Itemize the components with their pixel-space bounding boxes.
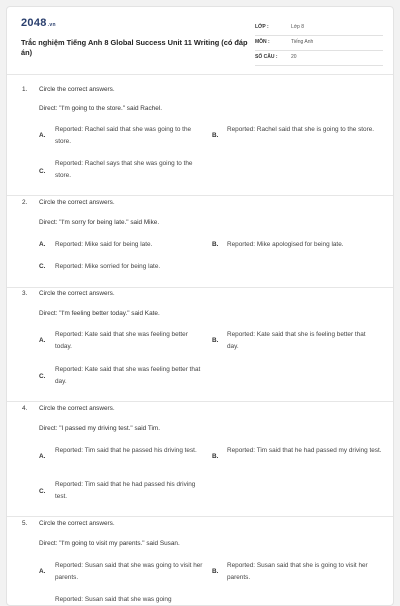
option-letter: A. xyxy=(39,337,46,344)
meta-label: LỚP : xyxy=(255,24,269,30)
question-prompt: Circle the correct answers. xyxy=(39,86,115,93)
option-letter: B. xyxy=(212,132,219,139)
question-divider xyxy=(7,401,394,402)
site-logo[interactable] xyxy=(21,17,56,29)
option-letter: A. xyxy=(39,453,46,460)
option-b[interactable]: Reported: Tim said that he had passed my driving test. xyxy=(227,447,382,454)
worksheet-page xyxy=(6,6,394,606)
option-c[interactable]: Reported: Mike sorried for being late. xyxy=(55,263,161,270)
question-number: 5. xyxy=(22,520,28,527)
question-number: 3. xyxy=(22,290,28,297)
option-letter: C. xyxy=(39,373,46,380)
option-a[interactable]: Reported: Kate said that she was feeling better today. xyxy=(55,331,188,350)
option-a[interactable]: Reported: Rachel said that she was going to the store. xyxy=(55,126,192,145)
option-letter: C. xyxy=(39,168,46,175)
direct-speech: Direct: "I'm feeling better today." said Kate. xyxy=(39,310,160,317)
option-letter: B. xyxy=(212,241,219,248)
logo-main: 2048 xyxy=(21,17,47,29)
meta-value: Tiếng Anh xyxy=(291,39,314,45)
option-letter: C. xyxy=(39,263,46,270)
option-c[interactable]: Reported: Susan said that she was going xyxy=(55,596,172,603)
page-title: Trắc nghiệm Tiếng Anh 8 Global Success Unit 11 Writing (có đáp án) xyxy=(21,38,248,57)
option-letter: B. xyxy=(212,453,219,460)
direct-speech: Direct: "I passed my driving test." said Tim. xyxy=(39,425,161,432)
question-prompt: Circle the correct answers. xyxy=(39,290,115,297)
meta-row-class xyxy=(255,21,383,36)
direct-speech: Direct: "I'm going to visit my parents." said Susan. xyxy=(39,540,180,547)
logo-sub: .vn xyxy=(47,22,56,28)
question-number: 1. xyxy=(22,86,28,93)
question-prompt: Circle the correct answers. xyxy=(39,405,115,412)
option-a[interactable]: Reported: Mike said for being late. xyxy=(55,241,153,248)
direct-speech: Direct: "I'm sorry for being late." said Mike. xyxy=(39,219,160,226)
option-b[interactable]: Reported: Rachel said that she is going to the store. xyxy=(227,126,375,133)
question-number: 4. xyxy=(22,405,28,412)
meta-row-count xyxy=(255,51,383,66)
option-c[interactable]: Reported: Rachel says that she was going to the store. xyxy=(55,160,193,179)
meta-table xyxy=(255,21,383,66)
option-letter: A. xyxy=(39,132,46,139)
option-letter: B. xyxy=(212,568,219,575)
option-letter: C. xyxy=(39,488,46,495)
question-number: 2. xyxy=(22,199,28,206)
question-divider xyxy=(7,516,394,517)
page-header xyxy=(7,7,393,75)
option-b[interactable]: Reported: Susan said that she is going to visit her parents. xyxy=(227,562,368,581)
option-c[interactable]: Reported: Kate said that she was feeling better that day. xyxy=(55,366,201,385)
option-letter: B. xyxy=(212,337,219,344)
direct-speech: Direct: "I'm going to the store." said Rachel. xyxy=(39,105,162,112)
meta-value: Lớp 8 xyxy=(291,24,305,30)
option-letter: A. xyxy=(39,568,46,575)
meta-row-subject xyxy=(255,36,383,51)
question-prompt: Circle the correct answers. xyxy=(39,199,115,206)
option-c[interactable]: Reported: Tim said that he had passed his driving test. xyxy=(55,481,196,500)
option-a[interactable]: Reported: Tim said that he passed his driving test. xyxy=(55,447,197,454)
question-divider xyxy=(7,287,394,288)
meta-label: MÔN : xyxy=(255,39,270,45)
question-prompt: Circle the correct answers. xyxy=(39,520,115,527)
option-a[interactable]: Reported: Susan said that she was going to visit her parents. xyxy=(55,562,203,581)
option-letter: A. xyxy=(39,241,46,248)
meta-value: 20 xyxy=(291,54,297,60)
option-b[interactable]: Reported: Mike apologised for being late. xyxy=(227,241,344,248)
question-divider xyxy=(7,195,394,196)
meta-label: SỐ CÂU : xyxy=(255,54,278,60)
option-b[interactable]: Reported: Kate said that she is feeling better that day. xyxy=(227,331,366,350)
